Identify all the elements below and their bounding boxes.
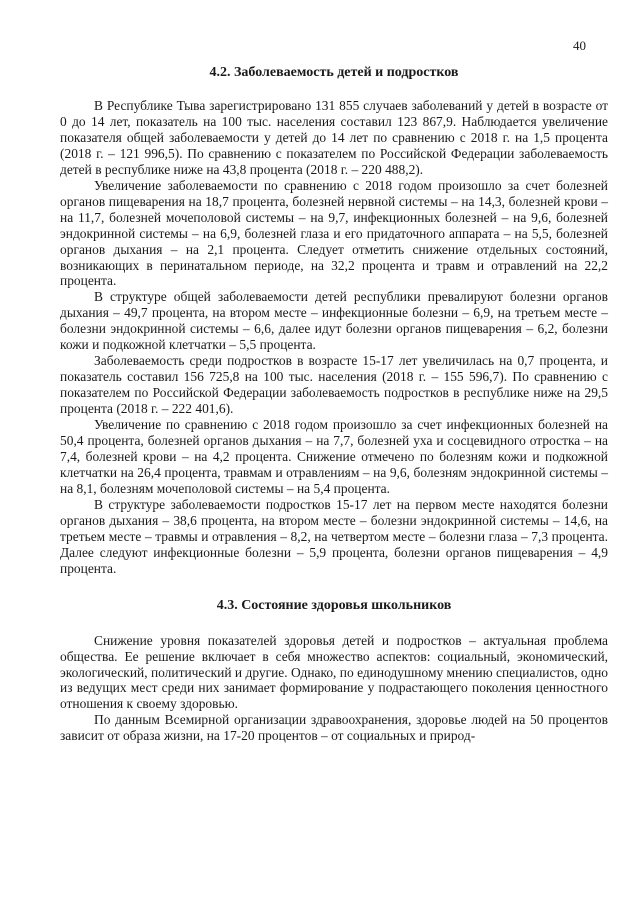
document-body	[60, 64, 608, 744]
paragraph: Увеличение по сравнению с 2018 годом произошло за счет инфекционных болезней на 50,4 процента, болезней органов дыхания – на 7,7, болезней уха и сосцевидного отростка – на 7,4, болезней крови – на 4,2 процента. Снижение отмечено по болезням кожи и подкожной клетчатки на 26,4 процента, травмам и отравлениям – на 9,6, болезням эндокринной системы – на 8,1, болезням мочеполовой системы – на 5,4 процента.	[60, 417, 608, 496]
paragraph: Заболеваемость среди подростков в возрасте 15-17 лет увеличилась на 0,7 процента, и показатель составил 156 725,8 на 100 тыс. населения (2018 г. – 155 596,7). По сравнению с показателем по Российской Федерации заболеваемость подростков в республике ниже на 29,5 процента (2018 г. – 222 401,6).	[60, 353, 608, 417]
section-title-morbidity: 4.2. Заболеваемость детей и подростков	[209, 65, 459, 80]
page-number: 40	[573, 38, 586, 53]
section-title-school-health: 4.3. Состояние здоровья школьников	[216, 597, 452, 613]
paragraph: В Республике Тыва зарегистрировано 131 855 случаев заболеваний у детей в возрасте от 0 до 14 лет, показатель на 100 тыс. населения составил 123 867,9. Наблюдается увеличение показателя общей заболеваемости у детей до 14 лет по сравнению с 2018 г. на 1,5 процента (2018 г. – 121 996,5). По сравнению с показателем по Российской Федерации заболеваемость детей в республике ниже на 43,8 процента (2018 г. – 220 488,2).	[60, 98, 608, 177]
paragraph: Снижение уровня показателей здоровья детей и подростков – актуальная проблема общества. Ее решение включает в себя множество аспектов: социальный, экономический, экологический, политический и другие. Однако, по единодушному мнению специалистов, одно из ведущих мест среди них занимает формирование у подрастающего поколения ценностного отношения к своему здоровью.	[60, 632, 608, 712]
paragraph: По данным Всемирной организации здравоохранения, здоровье людей на 50 процентов зависит от образа жизни, на 17-20 процентов – от социальных и природ-	[60, 712, 608, 744]
paragraph: В структуре общей заболеваемости детей республики превалируют болезни органов дыхания – 49,7 процента, на втором месте – инфекционные болезни – 6,9, на третьем месте – болезни эндокринной системы – 6,6, далее идут болезни органов пищеварения – 6,2, болезни кожи и подкожной клетчатки – 5,5 процента.	[60, 289, 608, 353]
paragraph: В структуре заболеваемости подростков 15-17 лет на первом месте находятся болезни органов дыхания – 38,6 процента, на втором месте – болезни эндокринной системы – 14,6, на третьем месте – травмы и отравления – 8,2, на четвертом месте – болезни глаза – 7,3 процента. Далее следуют инфекционные болезни – 5,9 процента, болезни органов пищеварения – 4,9 процента.	[60, 496, 608, 576]
paragraph: Увеличение заболеваемости по сравнению с 2018 годом произошло за счет болезней органов пищеварения на 18,7 процента, болезней нервной системы – на 14,3, болезней крови – на 11,7, болезней мочеполовой системы – на 9,7, инфекционных болезней – на 9,6, болезней эндокринной системы – на 6,9, болезней глаза и его придаточного аппарата – на 5,5, болезней органов дыхания – на 2,1 процента. Следует отметить снижение отдельных состояний, возникающих в перинатальном периоде, на 32,2 процента и травм и отравлений на 22,2 процента.	[60, 177, 608, 289]
